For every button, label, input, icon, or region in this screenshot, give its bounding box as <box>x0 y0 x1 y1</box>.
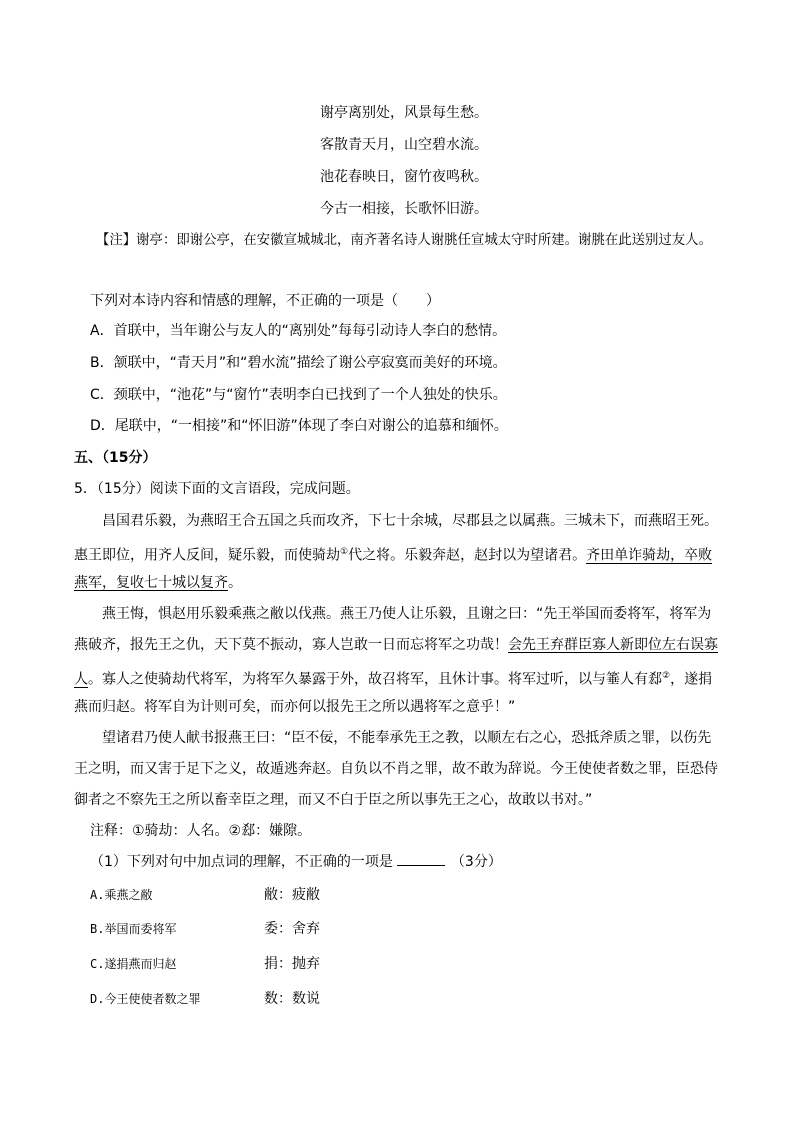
passage-text: ，遂捐 <box>670 671 713 688</box>
passage-p2-line-2 <box>74 636 718 654</box>
passage-text: 惠王即位，用齐人反间，疑乐毅，而使骑劫 <box>74 547 340 564</box>
option-a-label: A.乘燕之敝 <box>90 888 153 902</box>
poem-line-4: 今古一相接，长歌怀旧游。 <box>320 201 488 217</box>
passage-p1-line-2 <box>74 543 712 565</box>
option-b-definition: 委：舍弃 <box>264 921 320 937</box>
question-4-option-b: B．颔联中，“青天月”和“碧水流”描绘了谢公亭寂寞而美好的环境。 <box>90 355 507 371</box>
question-4-stem: 下列对本诗内容和情感的理解，不正确的一项是（ ） <box>90 293 440 309</box>
option-b-label: B.举国而委将军 <box>90 922 177 936</box>
passage-p2-line-1: 燕王悔，惧赵用乐毅乘燕之敝以伐燕。燕王乃使人让乐毅，且谢之曰：“先王举国而委将军，将军为 <box>102 606 712 622</box>
answer-blank[interactable] <box>397 853 445 866</box>
sub-question-1-text: （1）下列对句中加点词的理解，不正确的一项是 <box>90 854 393 870</box>
underlined-sentence-1-cont: 燕军，复收七十城以复齐 <box>74 575 228 591</box>
sub-question-1-score: （3分） <box>450 854 502 870</box>
option-row-b <box>0 920 794 938</box>
option-d-label: D.今王使使者数之罪 <box>90 992 201 1006</box>
passage-text: 燕破齐，报先王之仇，天下莫不振动，寡人岂敢一日而忘将军之功哉！ <box>74 637 508 653</box>
glossary-notes: 注释：①骑劫：人名。②郄：嫌隙。 <box>90 823 312 839</box>
passage-p2-line-4: 燕而归赵。将军自为计则可矣，而亦何以报先王之所以遇将军之意乎！” <box>74 699 516 715</box>
footnote-marker-1: ① <box>340 547 349 557</box>
option-d-definition: 数：数说 <box>264 991 320 1007</box>
underlined-sentence-1: 齐田单诈骑劫，卒败 <box>586 547 713 564</box>
option-row-d <box>0 990 794 1008</box>
underlined-sentence-2: 会先王弃群臣寡人新即位左右误寡 <box>508 637 718 653</box>
passage-text: 代之将。乐毅奔赵，赵封以为望诸君。 <box>348 547 587 564</box>
option-a-definition: 敝：疲敝 <box>264 887 320 903</box>
question-4-option-a: A．首联中，当年谢公与友人的“离别处”每每引动诗人李白的愁情。 <box>90 323 507 339</box>
footnote-marker-2: ② <box>662 671 671 681</box>
passage-text: 。寡人之使骑劫代将军，为将军久暴露于外，故召将军，且休计事。将军过听，以与箠人有郄 <box>88 671 662 688</box>
question-5-stem: 5．（15分）阅读下面的文言语段，完成问题。 <box>74 481 360 497</box>
option-row-c <box>0 955 794 973</box>
section-5-heading: 五、（15分） <box>74 450 157 466</box>
poem-note: 【注】谢亭：即谢公亭，在安徽宣城城北，南齐著名诗人谢朓任宣城太守时所建。谢朓在此送别过友人。 <box>96 233 712 248</box>
passage-p3-line-3: 御者之不察先王之所以畜幸臣之理，而又不白于臣之所以事先王之心，故敢以书对。” <box>74 792 593 808</box>
option-c-label: C.遂捐燕而归赵 <box>90 957 177 971</box>
underlined-sentence-2-cont: 人 <box>74 671 88 688</box>
passage-p1-line-3 <box>74 574 242 592</box>
passage-text: 。 <box>228 575 242 591</box>
passage-p1-line-1: 昌国君乐毅，为燕昭王合五国之兵而攻齐，下七十余城，尽郡县之以属燕。三城未下，而燕昭王死。 <box>102 513 718 529</box>
poem-line-3: 池花春映日，窗竹夜鸣秋。 <box>320 169 488 185</box>
question-4-option-d: D．尾联中，“一相接”和“怀旧游”体现了李白对谢公的追慕和缅怀。 <box>90 418 508 434</box>
passage-p3-line-1: 望诸君乃使人献书报燕王曰：“臣不佞，不能奉承先王之教，以顺左右之心，恐抵斧质之罪，以伤先 <box>102 730 712 746</box>
option-c-definition: 捐：抛弃 <box>264 956 320 972</box>
sub-question-1-stem <box>90 853 502 871</box>
option-row-a <box>0 886 794 904</box>
question-4-option-c: C．颈联中，“池花”与“窗竹”表明李白已找到了一个人独处的快乐。 <box>90 387 507 403</box>
passage-p2-line-3 <box>74 667 712 689</box>
passage-p3-line-2: 王之明，而又害于足下之义，故遁逃奔赵。自负以不肖之罪，故不敢为辞说。今王使使者数之罪，臣恐侍 <box>74 761 718 777</box>
poem-line-2: 客散青天月，山空碧水流。 <box>320 137 488 153</box>
poem-line-1: 谢亭离别处，风景每生愁。 <box>320 105 488 121</box>
